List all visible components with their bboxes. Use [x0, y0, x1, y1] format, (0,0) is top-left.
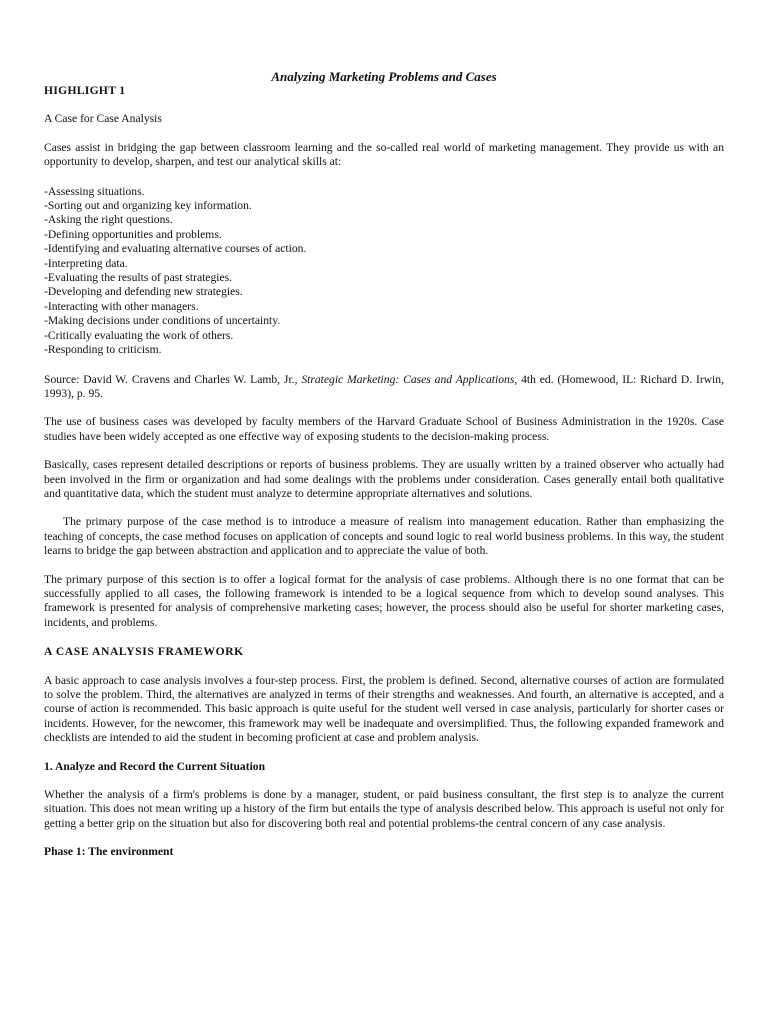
- list-item: -Developing and defending new strategies.: [44, 285, 243, 299]
- intro-paragraph: Cases assist in bridging the gap between classroom learning and the so-called real world of marketing management. They provide us with an opportunity to develop, sharpen, and test our analytical skills at:: [44, 140, 724, 169]
- skills-list: [44, 185, 724, 358]
- source-suffix: , 4th ed. (Homewood, IL: Richard D. Irwin, 1993), p. 95.: [44, 372, 724, 400]
- list-item: -Sorting out and organizing key information.: [44, 199, 252, 213]
- phase1-heading: Phase 1: The environment: [44, 845, 174, 859]
- list-item: -Critically evaluating the work of others.: [44, 328, 234, 342]
- source-book-title: Strategic Marketing: Cases and Applications: [301, 372, 515, 386]
- framework-paragraph: A basic approach to case analysis involves a four-step process. First, the problem is defined. Second, alternative courses of action are formulated to solve the problem. Third, the alternatives are analyzed in terms of their strengths and weaknesses. And fourth, an alternative is accepted, and a course of action is recommended. This basic approach is quite useful for the student well versed in case analysis, particularly for shorter cases or incidents. However, for the newcomer, this framework may well be inadequate and oversimplified. Thus, the following expanded framework and checklists are intended to aid the student in becoming proficient at case and problem analysis.: [44, 673, 724, 745]
- list-item: -Interpreting data.: [44, 256, 128, 270]
- list-item: -Assessing situations.: [44, 184, 145, 198]
- basically-paragraph: Basically, cases represent detailed descriptions or reports of business problems. They are usually written by a trained observer who actually had been involved in the firm or organization and had some dealings with the problems under consideration. Cases generally entail both qualitative and quantitative data, which the student must analyze to determine appropriate alternatives and solutions.: [44, 458, 724, 500]
- source-prefix: Source: David W. Cravens and Charles W. Lamb, Jr.,: [44, 372, 302, 386]
- history-paragraph: The use of business cases was developed by faculty members of the Harvard Graduate School of Business Administration in the 1920s. Case studies have been widely accepted as one effective way of exposing students to the decision-making process.: [44, 415, 724, 443]
- document-body: [44, 84, 724, 860]
- list-item: -Evaluating the results of past strategies.: [44, 271, 233, 285]
- purpose-section-paragraph: The primary purpose of this section is to offer a logical format for the analysis of case problems. Although there is no one format that can be successfully applied to all cases, the following framework is intended to be a logical sequence from which to develop sound analyses. This framework is presented for analysis of comprehensive marketing cases; however, the process should also be useful for shorter marketing cases, incidents, and problems.: [44, 572, 724, 629]
- list-item: -Identifying and evaluating alternative courses of action.: [44, 242, 307, 256]
- purpose-method-paragraph: The primary purpose of the case method is to introduce a measure of realism into management education. Rather than emphasizing the teaching of concepts, the case method focuses on application of concepts and sound logic to real world business problems. In this way, the student learns to bridge the gap between abstraction and application and to appreciate the value of both.: [44, 515, 724, 558]
- list-item: -Making decisions under conditions of uncertainty.: [44, 314, 281, 328]
- step1-paragraph: Whether the analysis of a firm's problems is done by a manager, student, or paid business consultant, the first step is to analyze the current situation. This does not mean writing up a history of the firm but entails the type of analysis described below. This approach is useful not only for getting a better grip on the situation but also for discovering both real and potential problems-the central concern of any case analysis.: [44, 788, 724, 830]
- list-item: -Defining opportunities and problems.: [44, 227, 222, 241]
- document-title: Analyzing Marketing Problems and Cases: [271, 69, 497, 84]
- framework-heading: A CASE ANALYSIS FRAMEWORK: [44, 645, 244, 659]
- list-item: -Asking the right questions.: [44, 213, 173, 227]
- source-citation: [44, 373, 724, 402]
- step1-heading: 1. Analyze and Record the Current Situation: [44, 759, 266, 773]
- case-subtitle: A Case for Case Analysis: [44, 112, 162, 126]
- list-item: -Responding to criticism.: [44, 343, 162, 357]
- highlight-label: HIGHLIGHT 1: [44, 84, 126, 97]
- list-item: -Interacting with other managers.: [44, 299, 199, 313]
